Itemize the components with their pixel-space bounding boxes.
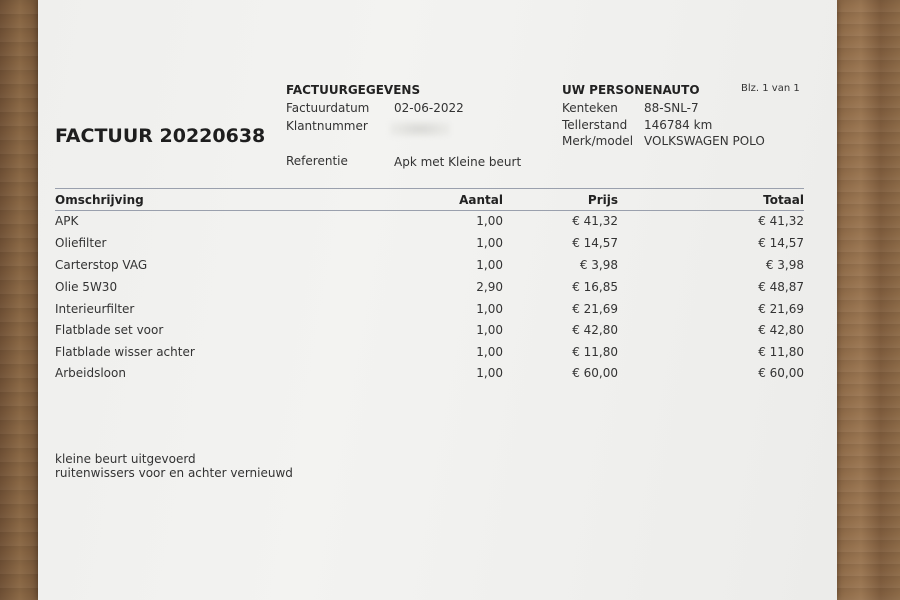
column-header-price: Prijs <box>587 193 618 207</box>
row-description: Carterstop VAG <box>55 258 148 272</box>
table-row <box>38 323 837 343</box>
row-quantity: 1,00 <box>476 236 503 250</box>
row-total: € 60,00 <box>758 366 804 380</box>
odometer-label: Tellerstand <box>562 118 628 132</box>
wood-background-right <box>835 0 900 600</box>
note-line-1: kleine beurt uitgevoerd <box>55 452 196 466</box>
row-total: € 11,80 <box>758 345 804 359</box>
column-header-quantity: Aantal <box>459 193 503 207</box>
row-total: € 41,32 <box>758 214 804 228</box>
vehicle-heading: UW PERSONENAUTO <box>562 83 700 97</box>
row-total: € 3,98 <box>765 258 804 272</box>
table-header-row <box>38 193 837 213</box>
odometer-value: 146784 km <box>644 118 713 132</box>
row-price: € 16,85 <box>572 280 618 294</box>
row-quantity: 1,00 <box>476 366 503 380</box>
table-row <box>38 302 837 322</box>
row-price: € 14,57 <box>572 236 618 250</box>
row-description: Interieurfilter <box>55 302 135 316</box>
column-header-total: Totaal <box>763 193 804 207</box>
row-total: € 21,69 <box>758 302 804 316</box>
row-quantity: 1,00 <box>476 214 503 228</box>
row-total: € 42,80 <box>758 323 804 337</box>
invoice-date-value: 02-06-2022 <box>394 101 464 115</box>
invoice-date-label: Factuurdatum <box>286 101 370 115</box>
row-price: € 21,69 <box>572 302 618 316</box>
table-row <box>38 280 837 300</box>
invoice-title: FACTUUR 20220638 <box>55 125 266 147</box>
row-total: € 14,57 <box>758 236 804 250</box>
reference-label: Referentie <box>286 154 348 168</box>
table-row <box>38 236 837 256</box>
page-indicator: Blz. 1 van 1 <box>741 83 800 94</box>
row-description: Flatblade set voor <box>55 323 164 337</box>
row-price: € 60,00 <box>572 366 618 380</box>
plate-value: 88-SNL-7 <box>644 101 699 115</box>
row-description: Flatblade wisser achter <box>55 345 195 359</box>
invoice-details-heading: FACTUURGEGEVENS <box>286 83 421 97</box>
table-row <box>38 345 837 365</box>
wood-background-left <box>0 0 40 600</box>
row-price: € 11,80 <box>572 345 618 359</box>
row-price: € 42,80 <box>572 323 618 337</box>
reference-value: Apk met Kleine beurt <box>394 155 522 169</box>
row-price: € 41,32 <box>572 214 618 228</box>
row-quantity: 1,00 <box>476 323 503 337</box>
note-line-2: ruitenwissers voor en achter vernieuwd <box>55 466 293 480</box>
row-description: Olie 5W30 <box>55 280 118 294</box>
model-value: VOLKSWAGEN POLO <box>644 134 765 148</box>
row-quantity: 1,00 <box>476 302 503 316</box>
invoice-paper <box>38 0 837 600</box>
row-quantity: 1,00 <box>476 258 503 272</box>
row-description: Arbeidsloon <box>55 366 126 380</box>
row-total: € 48,87 <box>758 280 804 294</box>
row-price: € 3,98 <box>579 258 618 272</box>
row-quantity: 2,90 <box>476 280 503 294</box>
table-row <box>38 366 837 386</box>
table-row <box>38 214 837 234</box>
customer-number-label: Klantnummer <box>286 119 368 133</box>
table-top-rule <box>55 188 804 189</box>
model-label: Merk/model <box>562 134 634 148</box>
row-quantity: 1,00 <box>476 345 503 359</box>
plate-label: Kenteken <box>562 101 618 115</box>
row-description: APK <box>55 214 79 228</box>
customer-number-redacted <box>390 121 450 137</box>
table-row <box>38 258 837 278</box>
row-description: Oliefilter <box>55 236 107 250</box>
column-header-description: Omschrijving <box>55 193 144 207</box>
